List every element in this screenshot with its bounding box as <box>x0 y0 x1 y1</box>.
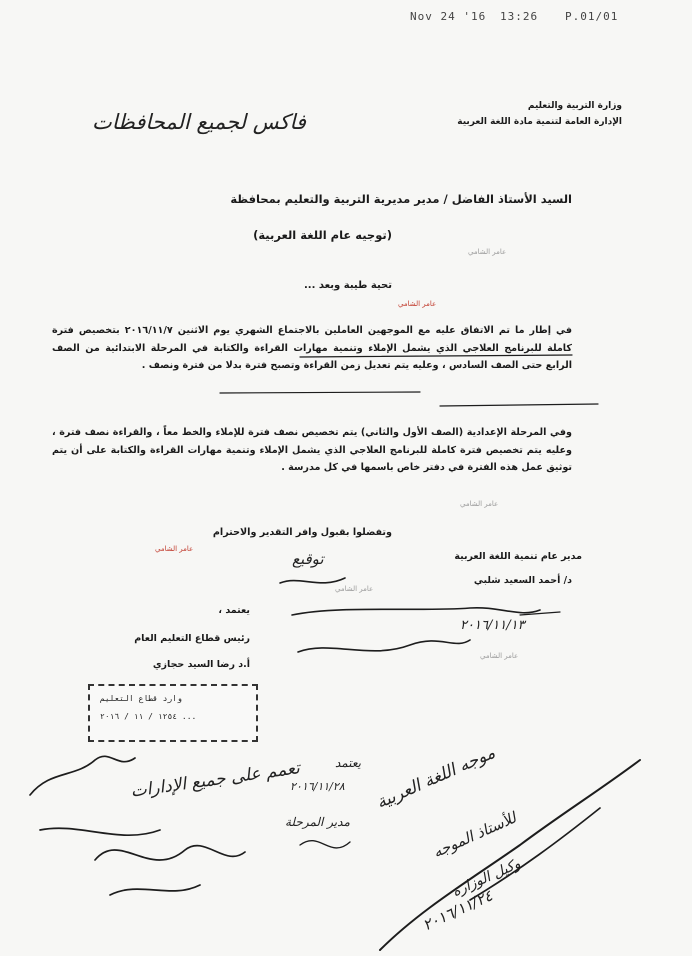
approval-heading: يعتمد ، <box>218 605 250 616</box>
approval-name: أ.د رضا السيد حجازي <box>152 659 250 670</box>
signature-stroke <box>292 608 540 615</box>
recipient-line: السيد الأستاذ الفاضل / مدير مديرية التربية والتعليم بمحافظة <box>230 192 572 206</box>
signature-stroke <box>380 760 640 950</box>
closing-line: وتفضلوا بقبول وافر التقدير والاحترام <box>212 527 392 538</box>
signature-stroke <box>30 756 135 795</box>
watermark: عامر الشامي <box>398 300 437 308</box>
signatory-name: د/ أحمد السعيد شلبي <box>473 575 572 586</box>
watermark: عامر الشامي <box>335 585 374 593</box>
handwritten-note: يعتمد <box>335 756 361 770</box>
handwritten-fax-note: فاكس لجميع المحافظات <box>92 110 306 134</box>
fax-date: Nov 24 '16 <box>410 10 487 23</box>
stamp-number: ١٢٥٤ / ١١ / ٢٠١٦ ... <box>100 712 197 721</box>
underline-stroke <box>440 404 598 406</box>
signature-stroke <box>470 808 600 900</box>
fax-time: 13:26 <box>500 10 539 23</box>
signature-stroke <box>95 846 245 860</box>
handwritten-date: ٢٠١٦/١١/٢٨ <box>290 780 345 793</box>
greeting: تحية طيبة وبعد ... <box>304 280 392 291</box>
ministry-name: وزارة التربية والتعليم <box>527 101 622 111</box>
handwritten-note: للأستاذ الموجه <box>430 808 519 862</box>
watermark: عامر الشامي <box>468 248 507 256</box>
stamp-label: وارد قطاع التعليم <box>100 694 182 703</box>
handwritten-note: وكيل الوزارة <box>449 855 523 901</box>
body-paragraph-1: في إطار ما تم الاتفاق عليه مع الموجهين العاملين بالاجتماع الشهري يوم الاثنين ٢٠١٦/١١/٧ بتخصيص فترة كاملة للبرنامج العلاجي الذي يشمل الإملاء وتنمية مهارات القراءة والكتابة في المرحلة الابتدائية من الصف الرابع حتى الصف السادس ، وعليه يتم تعديل زمن القراءة وتصبح فترة بدلا من فترة ونصف . <box>52 325 572 371</box>
department-name: الإدارة العامة لتنمية مادة اللغة العربية <box>457 117 622 127</box>
signature-stroke <box>40 828 160 835</box>
recipient-subject: (توجيه عام اللغة العربية) <box>253 228 392 242</box>
approval-title: رئيس قطاع التعليم العام <box>134 633 250 644</box>
signature-stroke <box>300 841 350 848</box>
watermark: عامر الشامي <box>155 545 194 553</box>
watermark: عامر الشامي <box>480 652 519 660</box>
watermark: عامر الشامي <box>460 500 499 508</box>
signatory-signature: توقيع <box>292 550 324 568</box>
signature-stroke <box>298 640 470 652</box>
signatory-title: مدير عام تنمية اللغة العربية <box>454 551 582 562</box>
handwritten-date: ٢٠١٦/١١/١٣ <box>460 618 525 633</box>
signature-stroke <box>280 578 345 583</box>
fax-page: P.01/01 <box>565 10 619 23</box>
underline-stroke <box>300 355 572 357</box>
handwritten-note: مدير المرحلة <box>285 815 350 829</box>
handwritten-date: ٢٠١٦/١١/٢٤ <box>420 886 496 935</box>
handwritten-note: موجه اللغة العربية <box>373 742 499 814</box>
body-paragraph-2: وفي المرحلة الإعدادية (الصف الأول والثاني) يتم تخصيص نصف فترة للإملاء والخط معاً ، والقراءة نصف فترة ، وعليه يتم تخصيص فترة كاملة للبرنامج العلاجي الذي يشمل الإملاء وتنمية مهارات القراءة والكتابة على أن يتم توثيق عمل هذه الفترة في دفتر خاص باسمها في كل مدرسة . <box>52 427 572 473</box>
signature-stroke <box>110 885 200 895</box>
handwritten-note: تعمم على جميع الإدارات <box>129 758 301 802</box>
underline-stroke <box>220 392 420 393</box>
